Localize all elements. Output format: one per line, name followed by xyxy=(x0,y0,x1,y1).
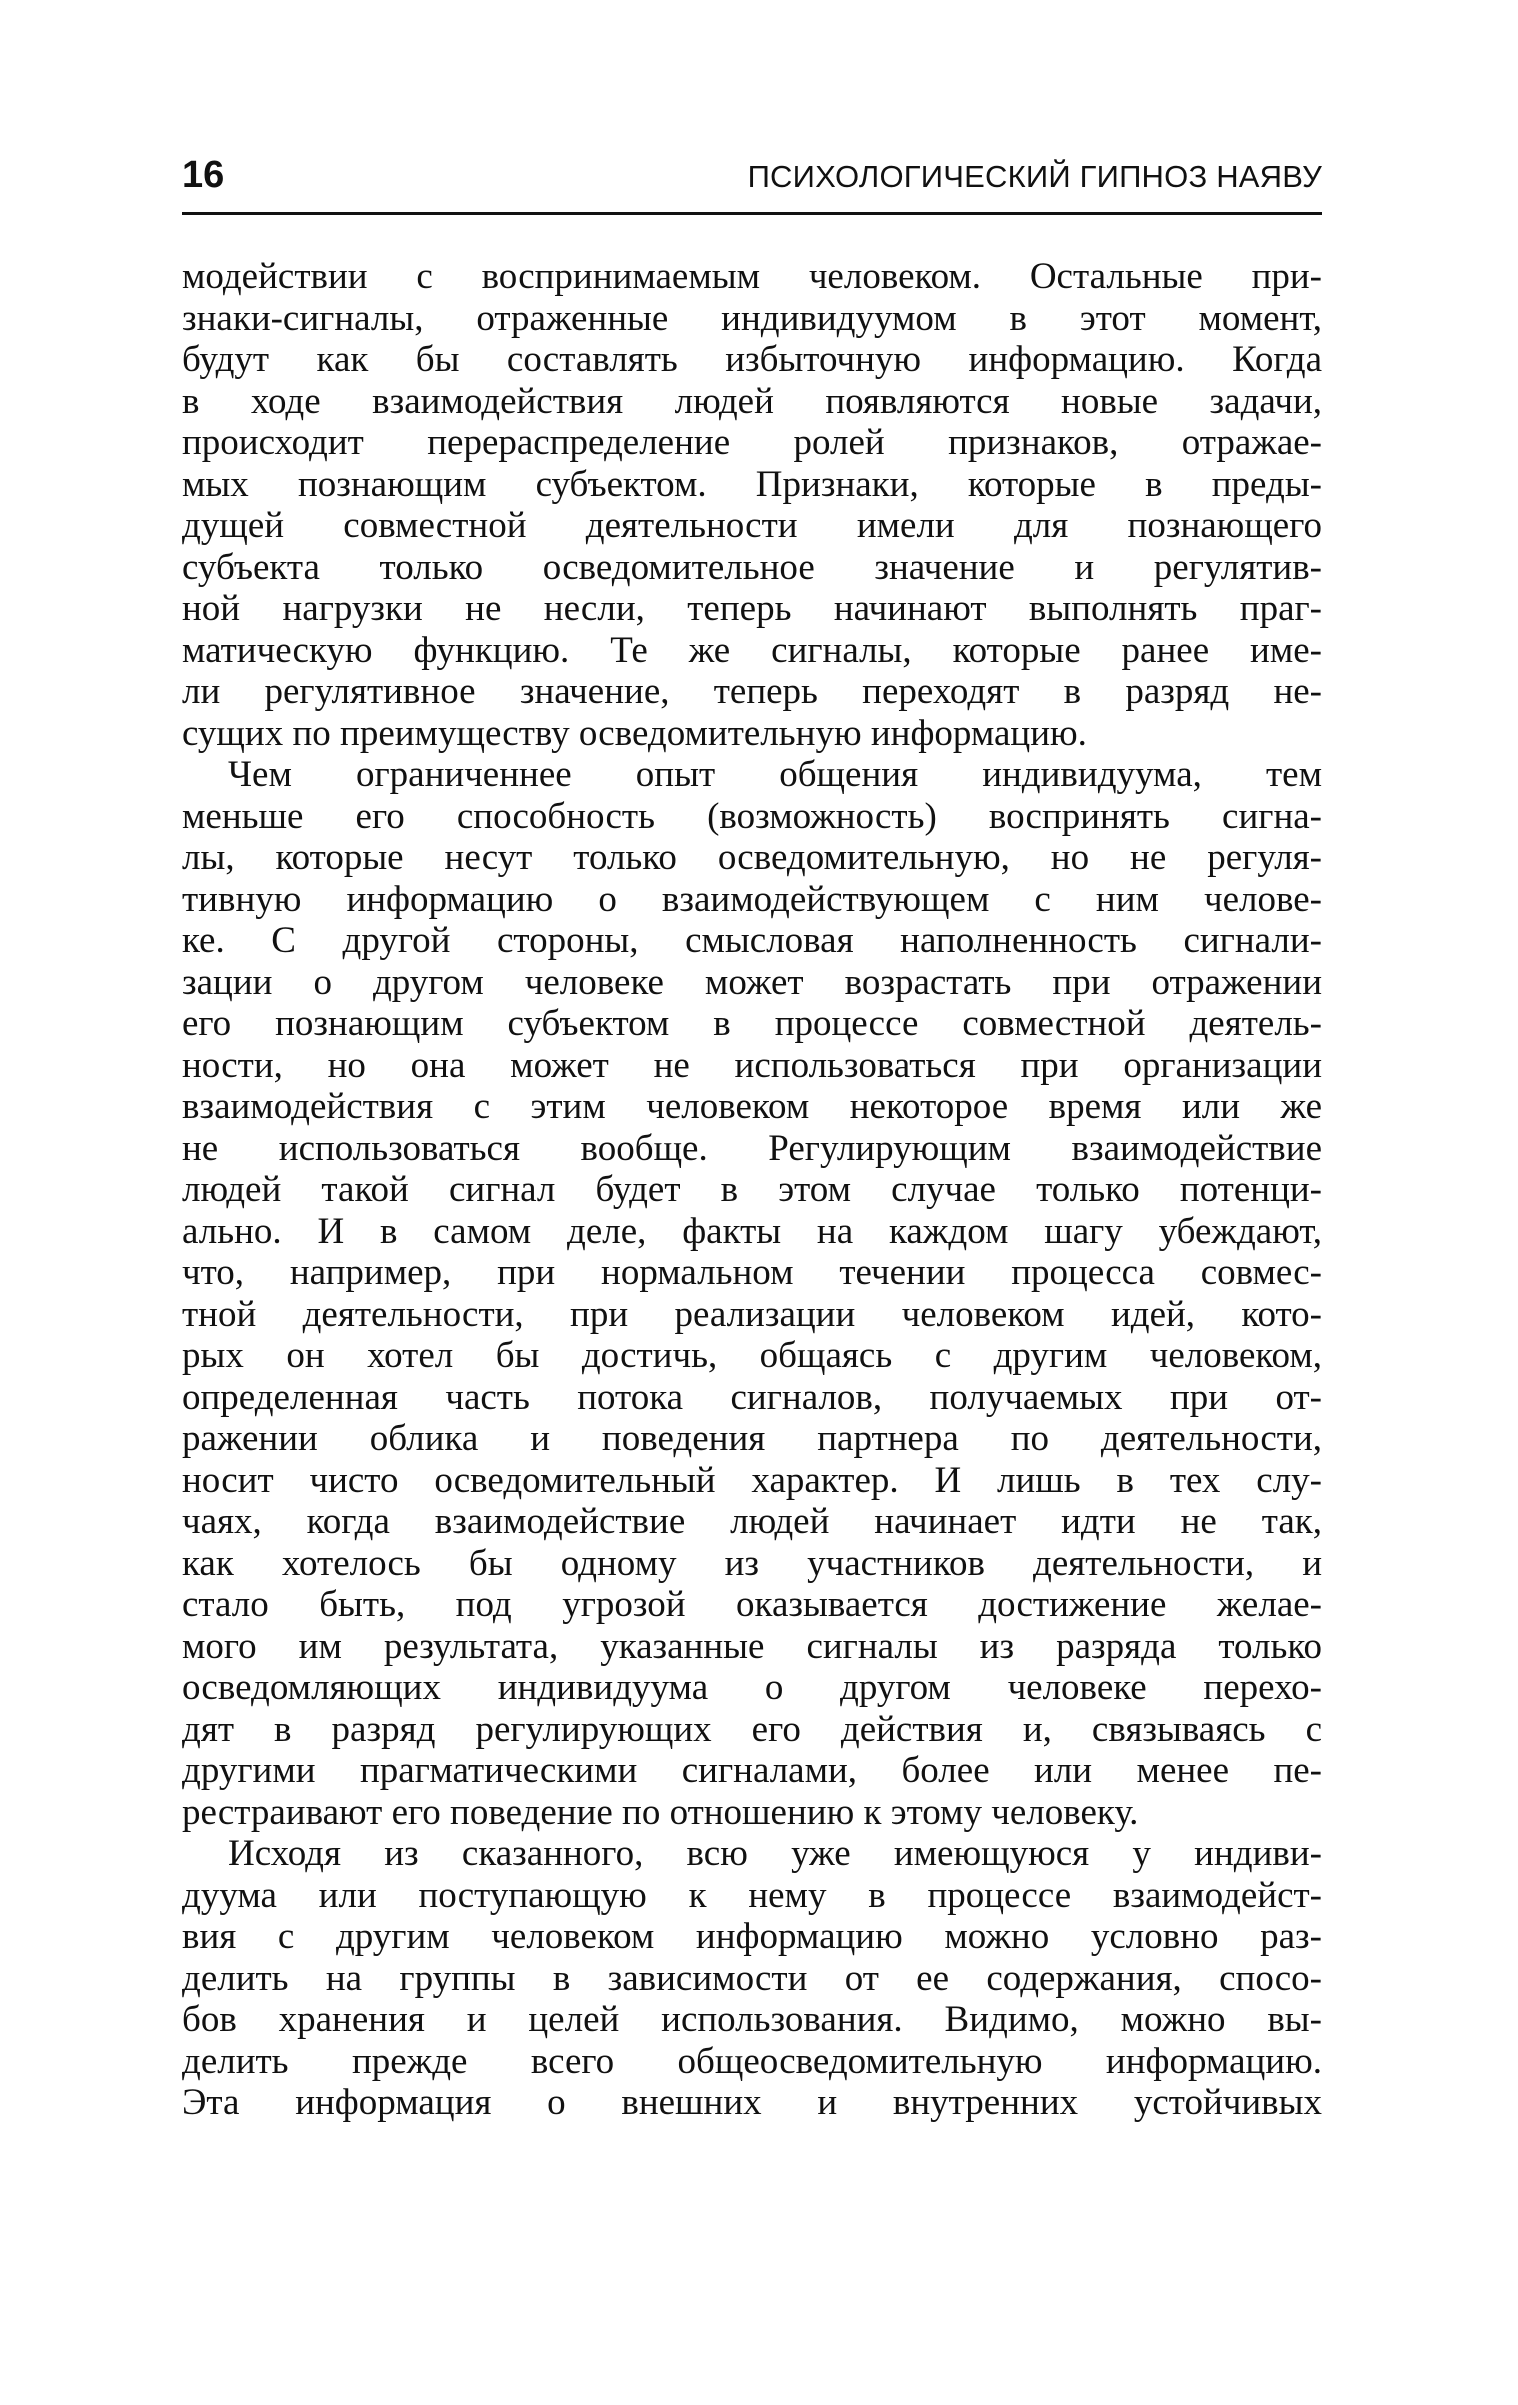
text-line: происходит перераспределение ролей признаков, отражае- xyxy=(182,422,1322,463)
text-line: делить на группы в зависимости от ее содержания, спосо- xyxy=(182,1957,1322,1999)
text-line: ности, но она может не использоваться при организации xyxy=(182,1044,1322,1086)
text-line: субъекта только осведомительное значение и регулятив- xyxy=(182,546,1322,588)
text-line: ной нагрузки не несли, теперь начинают выполнять праг- xyxy=(182,588,1322,629)
text-line: будут как бы составлять избыточную информацию. Когда xyxy=(182,339,1322,380)
text-line: знаки-сигналы, отраженные индивидуумом в этот момент, xyxy=(182,297,1322,339)
text-line: дуума или поступающую к нему в процессе взаимодейст- xyxy=(182,1874,1322,1916)
text-line: мого им результата, указанные сигналы из разряда только xyxy=(182,1625,1322,1667)
paragraph-3 xyxy=(182,1833,1322,2124)
body-text xyxy=(182,256,1322,2124)
text-line: ли регулятивное значение, теперь переходят в разряд не- xyxy=(182,671,1322,712)
text-line: делить прежде всего общеосведомительную информацию. xyxy=(182,2040,1322,2082)
text-line: Исходя из сказанного, всю уже имеющуюся у индиви- xyxy=(228,1833,1322,1874)
text-line: в ходе взаимодействия людей появляются новые задачи, xyxy=(182,380,1322,422)
text-line: не использоваться вообще. Регулирующим взаимодействие xyxy=(182,1127,1322,1169)
text-line: мых познающим субъектом. Признаки, которые в преды- xyxy=(182,463,1322,505)
text-line: дят в разряд регулирующих его действия и, связываясь с xyxy=(182,1708,1322,1750)
text-line: носит чисто осведомительный характер. И лишь в тех слу- xyxy=(182,1459,1322,1501)
running-head xyxy=(182,150,1322,210)
page-number: 16 xyxy=(182,154,225,196)
text-line: сущих по преимуществу осведомительную информацию. xyxy=(182,712,1087,754)
text-line: как хотелось бы одному из участников деятельности, и xyxy=(182,1542,1322,1584)
text-line: ке. С другой стороны, смысловая наполненность сигнали- xyxy=(182,920,1322,961)
paragraph-1 xyxy=(182,256,1322,754)
text-line: бов хранения и целей использования. Видимо, можно вы- xyxy=(182,1999,1322,2040)
text-line: его познающим субъектом в процессе совместной деятель- xyxy=(182,1003,1322,1044)
text-line: другими прагматическими сигналами, более или менее пе- xyxy=(182,1750,1322,1791)
text-line: дущей совместной деятельности имели для познающего xyxy=(182,505,1322,546)
text-line: чаях, когда взаимодействие людей начинает идти не так, xyxy=(182,1501,1322,1542)
text-line: стало быть, под угрозой оказывается достижение желае- xyxy=(182,1584,1322,1625)
paragraph-2 xyxy=(182,754,1322,1833)
running-title: ПСИХОЛОГИЧЕСКИЙ ГИПНОЗ НАЯВУ xyxy=(747,159,1322,194)
text-line: вия с другим человеком информацию можно условно раз- xyxy=(182,1916,1322,1957)
text-line: матическую функцию. Те же сигналы, которые ранее име- xyxy=(182,629,1322,671)
text-line: модействии с воспринимаемым человеком. Остальные при- xyxy=(182,256,1322,297)
text-line: меньше его способность (возможность) воспринять сигна- xyxy=(182,795,1322,837)
text-line: тной деятельности, при реализации человеком идей, кото- xyxy=(182,1293,1322,1335)
text-line: взаимодействия с этим человеком некоторое время или же xyxy=(182,1086,1322,1127)
text-line: зации о другом человеке может возрастать при отражении xyxy=(182,961,1322,1003)
text-line: лы, которые несут только осведомительную, но не регуля- xyxy=(182,837,1322,878)
text-line: Чем ограниченнее опыт общения индивидуума, тем xyxy=(228,754,1322,795)
text-line: ально. И в самом деле, факты на каждом шагу убеждают, xyxy=(182,1210,1322,1252)
text-line: тивную информацию о взаимодействующем с ним челове- xyxy=(182,878,1322,920)
text-line: рых он хотел бы достичь, общаясь с другим человеком, xyxy=(182,1335,1322,1376)
text-line: ражении облика и поведения партнера по деятельности, xyxy=(182,1418,1322,1459)
header-rule xyxy=(182,212,1322,215)
text-line: рестраивают его поведение по отношению к этому человеку. xyxy=(182,1791,1139,1833)
text-line: что, например, при нормальном течении процесса совмес- xyxy=(182,1252,1322,1293)
text-line: Эта информация о внешних и внутренних устойчивых xyxy=(182,2082,1322,2123)
text-line: осведомляющих индивидуума о другом человеке перехо- xyxy=(182,1667,1322,1708)
text-line: определенная часть потока сигналов, получаемых при от- xyxy=(182,1376,1322,1418)
text-line: людей такой сигнал будет в этом случае только потенци- xyxy=(182,1169,1322,1210)
